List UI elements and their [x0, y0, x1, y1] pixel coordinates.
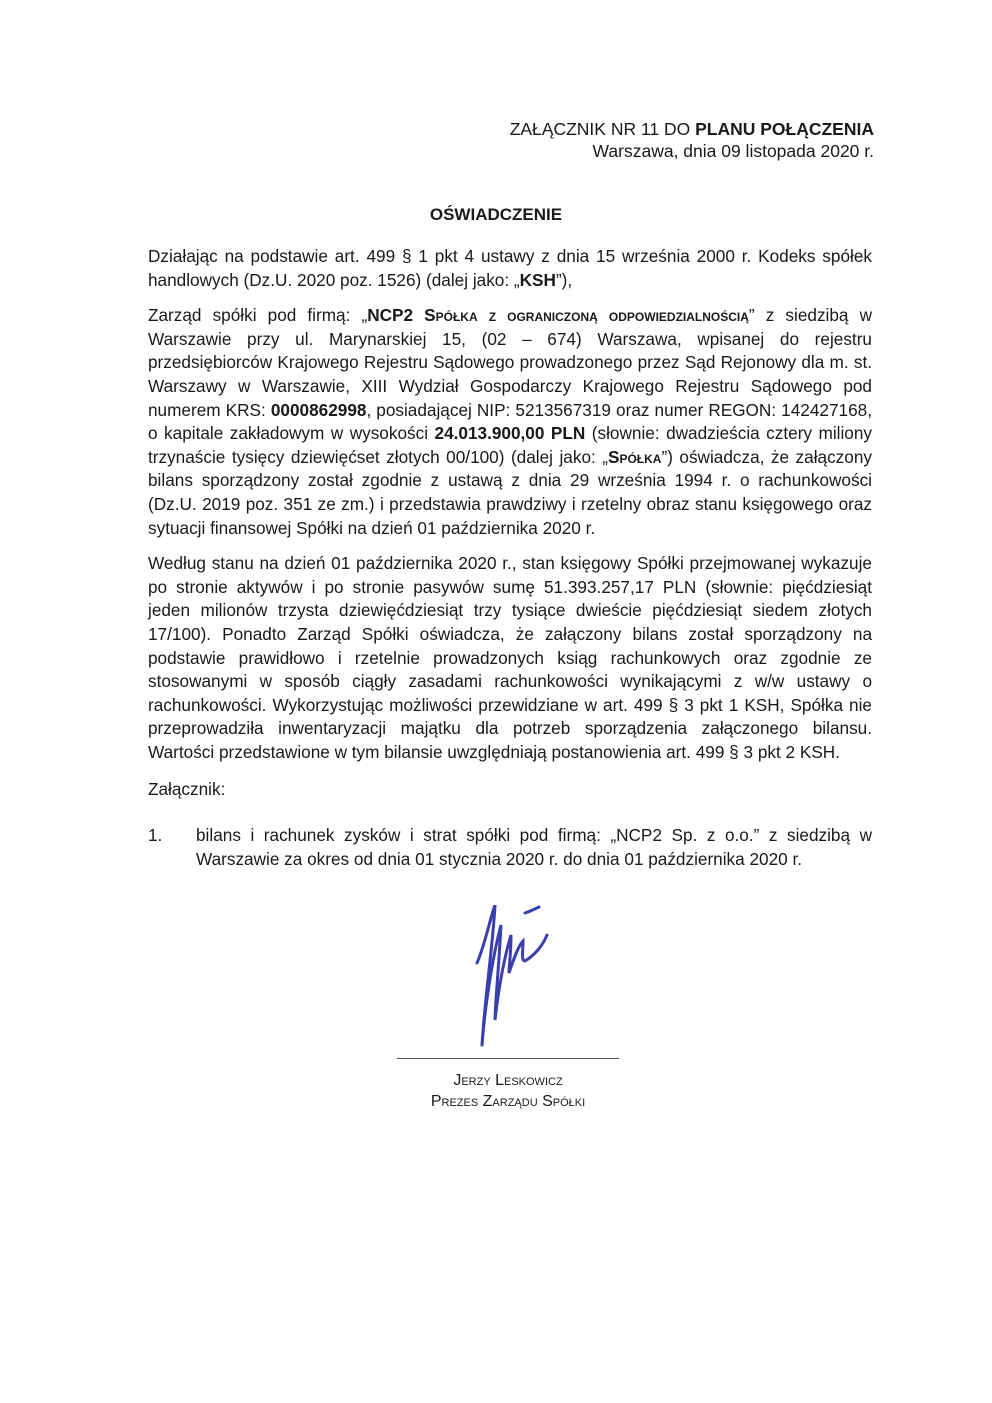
signer-role: Prezes Zarządu Spółki — [430, 1093, 586, 1110]
legal-basis-paragraph: Działając na podstawie art. 499 § 1 pkt 4 ustawy z dnia 15 września 2000 r. Kodeks spółek handlowych (Dz.U. 2020 poz. 1526) (dalej jako: „KSH”), — [148, 246, 872, 290]
handwritten-signature — [455, 905, 585, 1050]
signature-line — [397, 1058, 619, 1059]
signer-name: Jerzy Leskowicz — [453, 1072, 563, 1089]
annex-reference: ZAŁĄCZNIK NR 11 DO PLANU POŁĄCZENIA — [509, 119, 874, 139]
document-body — [148, 245, 872, 871]
document-header — [510, 118, 874, 162]
declaration-paragraph: Zarząd spółki pod firmą: „NCP2 Spółka z ograniczoną odpowiedzialnością” z siedzibą w Warszawie przy ul. Marynarskiej 15, (02 – 674) Warszawa, wpisanej do rejestru przedsiębiorców Krajowego Rejestru Sądowego prowadzonego przez Sąd Rejonowy dla m. st. Warszawy w Warszawie, XIII Wydział Gospodarczy Krajowego Rejestru Sądowego pod numerem KRS: 0000862998, posiadającej NIP: 5213567319 oraz numer REGON: 142427168, o kapitale zakładowym w wysokości 24.013.900,00 PLN (słownie: dwadzieścia cztery miliony trzynaście tysięcy dziewięćset złotych 00/100) (dalej jako: „Spółka”) oświadcza, że załączony bilans sporządzony został zgodnie z ustawą z dnia 29 września 1994 r. o rachunkowości (Dz.U. 2019 poz. 351 ze zm.) i przedstawia prawdziwy i rzetelny obraz stanu księgowego oraz sytuacji finansowej Spółki na dzień 01 października 2020 r. — [148, 305, 872, 538]
place-date: Warszawa, dnia 09 listopada 2020 r. — [592, 141, 874, 161]
document-title: OŚWIADCZENIE — [429, 205, 563, 224]
attachments-label: Załącznik: — [148, 779, 226, 800]
company-name: NCP2 Spółka z ograniczoną odpowiedzialnością — [367, 305, 749, 326]
attachment-item: 1. bilans i rachunek zysków i strat spółki pod firmą: „NCP2 Sp. z o.o.” z siedzibą w Warszawie za okres od dnia 01 stycznia 2020 r. do dnia 01 października 2020 r. — [148, 825, 872, 869]
krs-number: 0000862998 — [270, 399, 367, 420]
balance-paragraph: Według stanu na dzień 01 października 2020 r., stan księgowy Spółki przejmowanej wykazuje po stronie aktywów i po stronie pasywów sumę 51.393.257,17 PLN (słownie: pięćdziesiąt jeden milionów trzysta dziewięćdziesiąt trzy tysiące dwieście pięćdziesiąt siedem złotych 17/100). Ponadto Zarząd Spółki oświadcza, że załączony bilans został sporządzony na podstawie prawidłowo i rzetelnie prowadzonych ksiąg rachunkowych oraz zgodnie ze stosowanymi w sposób ciągły zasadami rachunkowości wynikającymi z w/w ustawy o rachunkowości. Wykorzystując możliwości przewidziane w art. 499 § 3 pkt 1 KSH, Spółka nie przeprowadziła inwentaryzacji majątku dla potrzeb sporządzenia załączonego bilansu. Wartości przedstawione w tym bilansie uwzględniają postanowienia art. 499 § 3 pkt 2 KSH. — [148, 553, 872, 762]
share-capital: 24.013.900,00 PLN — [434, 423, 586, 444]
